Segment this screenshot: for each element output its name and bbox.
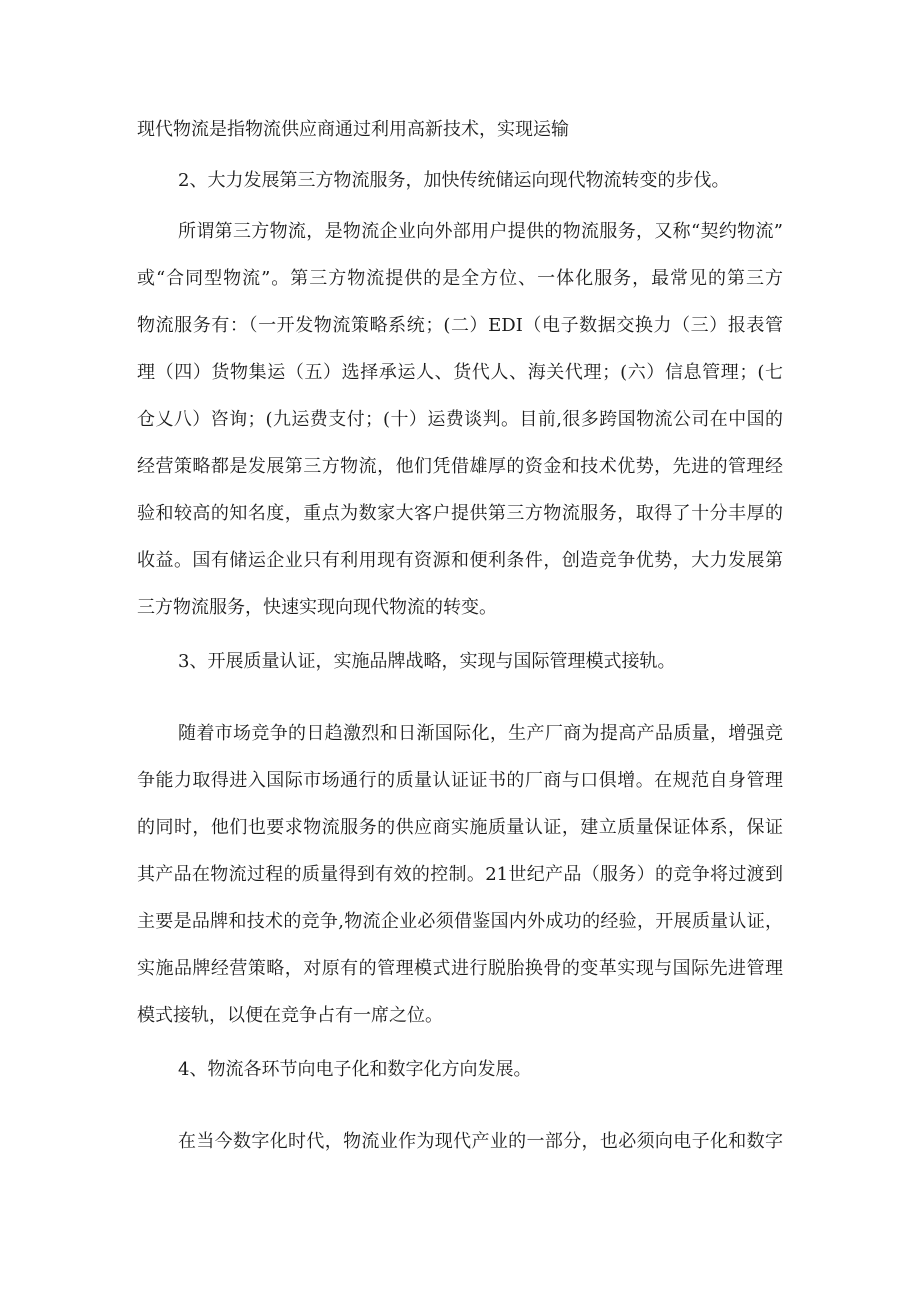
paragraph-line: 争能力取得进入国际市场通行的质量认证证书的厂商与口俱增。在规范自身管理 <box>137 770 783 791</box>
paragraph-line: 的同时，他们也要求物流服务的供应商实施质量认证，建立质量保证体系，保证 <box>137 817 783 838</box>
paragraph-line: 实施品牌经营策略，对原有的管理模式进行脱胎换骨的变革实现与国际先进管理 <box>137 958 783 979</box>
paragraph-line: 现代物流是指物流供应商通过利用高新技术，实现运输 <box>137 119 569 140</box>
paragraph-line: 三方物流服务，快速实现向现代物流的转变。 <box>137 597 497 618</box>
section-heading: 4、物流各环节向电子化和数字化方向发展。 <box>178 1059 532 1080</box>
paragraph-line: 收益。国有储运企业只有利用现有资源和便利条件，创造竞争优势，大力发展第 <box>137 550 783 571</box>
paragraph-line: 在当今数字化时代，物流业作为现代产业的一部分，也必须向电子化和数字 <box>178 1131 783 1152</box>
paragraph-line: 经营策略都是发展第三方物流，他们凭借雄厚的资金和技术优势，先进的管理经 <box>137 456 783 477</box>
paragraph-line: 或“合同型物流”。第三方物流提供的是全方位、一体化服务，最常见的第三方 <box>137 268 783 289</box>
paragraph-line: 模式接轨，以便在竞争占有一席之位。 <box>137 1005 443 1026</box>
paragraph-line: 验和较高的知名度，重点为数家大客户提供第三方物流服务，取得了十分丰厚的 <box>137 503 783 524</box>
paragraph-line: 其产品在物流过程的质量得到有效的控制。21世纪产品（服务）的竞争将过渡到 <box>137 864 783 885</box>
paragraph-line: 理（四）货物集运（五）选择承运人、货代人、海关代理；(六）信息管理；(七 <box>137 362 783 383</box>
paragraph-line: 物流服务有：（一开发物流策略系统；(二）EDI（电子数据交换力（三）报表管 <box>137 315 783 336</box>
paragraph-line: 所谓第三方物流，是物流企业向外部用户提供的物流服务，又称“契约物流” <box>178 221 783 242</box>
paragraph-line: 仓乂八）咨询；(九运费支付；(十）运费谈判。目前,很多跨国物流公司在中国的 <box>137 409 783 430</box>
paragraph-line: 主要是品牌和技术的竞争,物流企业必须借鉴国内外成功的经验，开展质量认证， <box>137 911 783 932</box>
section-heading: 3、开展质量认证，实施品牌战略，实现与国际管理模式接轨。 <box>178 651 676 672</box>
paragraph-line: 随着市场竞争的日趋激烈和日渐国际化，生产厂商为提高产品质量，增强竞 <box>178 723 783 744</box>
section-heading: 2、大力发展第三方物流服务，加快传统储运向现代物流转变的步伐。 <box>178 170 730 191</box>
